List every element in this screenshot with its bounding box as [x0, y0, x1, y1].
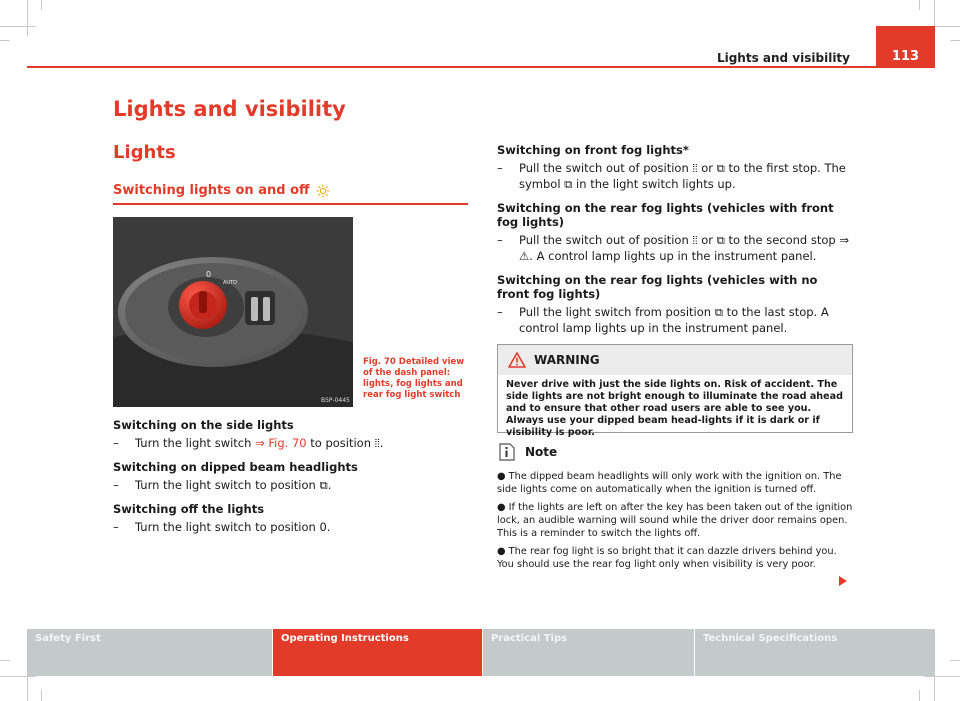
list-item-text: Turn the light switch to position — [135, 478, 320, 492]
left-section-title: Switching on the side lights — [113, 418, 294, 432]
note-item: ● If the lights are left on after the key has been taken out of the ignition lock, an audible warning will sound while the driver door remains open. This is a reminder to switch the lights off. — [497, 502, 853, 539]
light-switch-illustration — [113, 217, 353, 407]
list-item-text: ⧉. — [319, 478, 332, 492]
warning-text: Never drive with just the side lights on. Risk of accident. The side lights are not bright enough to illuminate the road ahead and to ensure that other road users are able to see you. Always use your dipped beam head-lights if it is dark or if visibility is poor. — [506, 379, 843, 438]
info-icon — [497, 443, 515, 461]
right-section-title: Switching on front fog lights* — [497, 143, 689, 157]
list-item: – Turn the light switch to position 0. — [113, 520, 331, 534]
figure-caption — [363, 357, 471, 401]
note-item-text: The dipped beam headlights will only work with the ignition on. The side lights come on automatically when the ignition is turned off. — [497, 471, 842, 495]
tab-operating-instructions[interactable]: Operating Instructions — [273, 629, 482, 676]
header-rule — [27, 66, 935, 68]
knob-label-zero: 0 — [206, 270, 212, 279]
note-item-text: If the lights are left on after the key has been taken out of the ignition lock, an audible warning will sound while the driver door remains open. This is a reminder to switch the lights off. — [497, 502, 853, 539]
page-number: 113 — [876, 26, 935, 66]
sun-icon — [316, 184, 330, 198]
subsection-title-text: Switching lights on and off — [113, 183, 310, 198]
list-item-text: Pull the light switch from position ⧉ to the last stop. A control lamp lights up in the instrument panel. — [519, 305, 829, 335]
figure-link[interactable]: ⇒ Fig. 70 — [255, 436, 307, 450]
list-item-text: to position ⦙⦙. — [306, 436, 384, 450]
note-item-text: The rear fog light is so bright that it can dazzle drivers behind you. You should use the rear fog light only when visibility is very poor. — [497, 546, 837, 570]
chapter-tabs — [27, 629, 935, 676]
note-title: Note — [525, 445, 558, 459]
figure-code: B5P-0445 — [321, 397, 350, 404]
list-item-text: Pull the switch out of position ⦙⦙ or ⧉ to the first stop. The symbol ⧉ in the light switch lights up. — [519, 161, 846, 191]
list-item: – Pull the switch out of position ⦙⦙ or ⧉ to the first stop. The symbol ⧉ in the light switch lights up. — [497, 160, 853, 192]
left-section-title: Switching on dipped beam headlights — [113, 460, 358, 474]
list-item-text: Pull the switch out of position ⦙⦙ or ⧉ to the second stop ⇒ ⚠. A control lamp lights up in the instrument panel. — [519, 233, 850, 263]
knob-label-auto: AUTO — [223, 280, 238, 286]
running-header: Lights and visibility — [716, 51, 850, 65]
right-column — [497, 143, 853, 336]
list-item: – Pull the light switch from position ⧉ to the last stop. A control lamp lights up in the instrument panel. — [497, 304, 853, 336]
note-item: ● The rear fog light is so bright that it can dazzle drivers behind you. You should use the rear fog light only when visibility is very poor. — [497, 546, 837, 570]
note-item: ● The dipped beam headlights will only work with the ignition on. The side lights come on automatically when the ignition is turned off. — [497, 471, 842, 495]
list-item: – Turn the light switch ⇒ Fig. 70 to position ⦙⦙. — [113, 436, 384, 450]
list-item-text: Turn the light switch — [135, 436, 256, 450]
tab-technical-specifications[interactable]: Technical Specifications — [695, 629, 935, 676]
note-list — [497, 470, 853, 576]
left-section-title: Switching off the lights — [113, 502, 265, 516]
warning-header — [498, 345, 852, 375]
right-section-title: Switching on the rear fog lights (vehicles with front fog lights) — [497, 201, 834, 229]
right-section-title: Switching on the rear fog lights (vehicles with no front fog lights) — [497, 273, 818, 301]
dash-panel-figure — [113, 217, 353, 407]
figure-caption-label: Fig. 70 — [363, 357, 396, 367]
section-title: Lights — [113, 142, 176, 163]
subsection-title — [113, 183, 330, 198]
note-header — [497, 443, 557, 461]
warning-box — [497, 344, 853, 438]
list-item: – Pull the switch out of position ⦙⦙ or ⧉ to the second stop ⇒ ⚠. A control lamp lights up in the instrument panel. — [497, 232, 853, 264]
subsection-rule — [113, 203, 468, 205]
list-item-text: Turn the light switch to position 0. — [135, 520, 331, 534]
list-item: – Turn the light switch to position ⧉. — [113, 478, 332, 492]
warning-triangle-icon — [508, 352, 526, 368]
chapter-title: Lights and visibility — [113, 97, 346, 121]
continue-arrow-icon — [838, 575, 848, 587]
tab-safety-first[interactable]: Safety First — [27, 629, 272, 676]
figure-caption-text: Detailed view of the dash panel: lights, fog lights and rear fog light switch — [363, 357, 465, 400]
left-column — [113, 418, 468, 535]
tab-practical-tips[interactable]: Practical Tips — [483, 629, 694, 676]
warning-title: WARNING — [534, 353, 600, 367]
